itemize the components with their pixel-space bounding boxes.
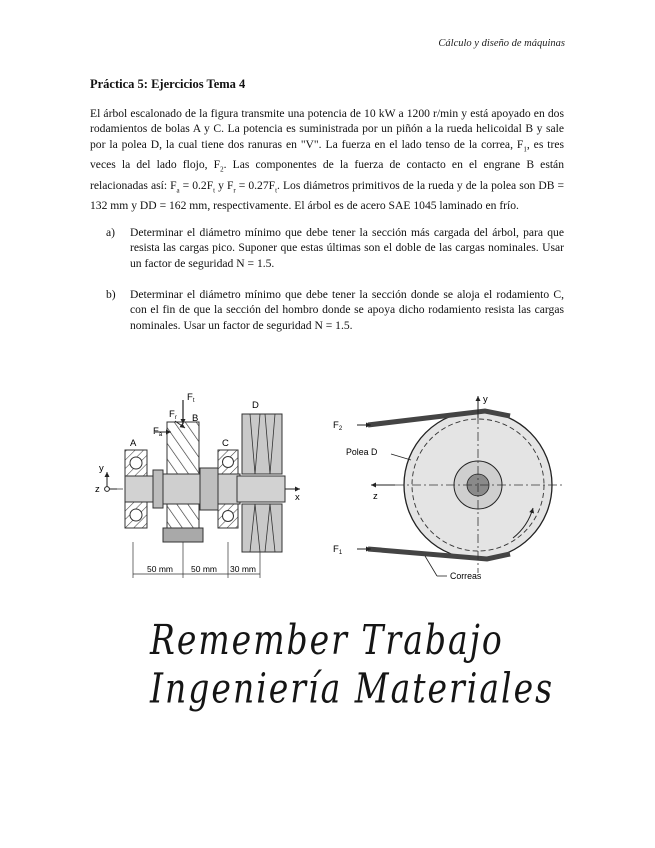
label-b: B xyxy=(192,413,199,424)
belts-label: Correas xyxy=(450,571,482,581)
shaft-figure xyxy=(95,388,565,593)
axis-x-label: x xyxy=(295,492,300,503)
label-c: C xyxy=(222,438,229,449)
axis-z-label: z xyxy=(95,484,100,495)
page-header: Cálculo y diseño de máquinas xyxy=(438,38,565,49)
f2-label: $F_2$ xyxy=(333,420,343,432)
dimension-label: 50 mm xyxy=(191,564,217,574)
question-text: Determinar el diámetro mínimo que debe tener la sección donde se aloja el rodamiento C, con el fin de que la sección del hombro donde se apoya dicho rodamiento resista las cargas nominales. Usar un factor de seguridad N = 1.5. xyxy=(130,288,564,332)
question-text: Determinar el diámetro mínimo que debe tener la sección más cargada del árbol, para que resista las cargas pico. Suponer que estas últimas son el doble de las cargas nominales. Usar un factor de seguridad N = 1.5. xyxy=(130,226,564,270)
question-label: a) xyxy=(106,226,116,239)
question-a xyxy=(106,225,564,271)
problem-statement: El árbol escalonado de la figura transmite una potencia de 10 kW a 1200 r/min y está apoyado en dos rodamientos de bolas A y C. La potencia es suministrada por un piñón a la rueda helicoidal B y sale por la polea D, la cual tiene dos ranuras en "V". La fuerza en el lado tenso de la correa, $F_1$, es tres veces la del lado flojo, $F_2$. Las componentes de la fuerza de contacto en el engrane B están relacionadas así: $F_a = 0.2F_t$ y $F_r = 0.27F_t$. Los diámetros primitivos de la rueda y de la polea son DB = 132 mm y DD = 162 mm, respectivamente. El árbol es de acero SAE 1045 laminado en frío. xyxy=(90,107,565,213)
question-label: b) xyxy=(106,288,116,301)
shaft-assembly-drawing xyxy=(95,392,300,578)
axis-y-label: y xyxy=(483,394,488,405)
pulley-side-view-drawing xyxy=(333,394,565,581)
handwritten-note: Remember Trabajo Ingeniería Materiales xyxy=(150,615,555,713)
label-d: D xyxy=(252,400,259,411)
question-b xyxy=(106,287,564,333)
dimension-label: 50 mm xyxy=(147,564,173,574)
dimension-label: 30 mm xyxy=(230,564,256,574)
axis-y-label: y xyxy=(99,463,104,474)
figure-svg xyxy=(95,388,565,588)
ft-label: $F_t$ xyxy=(187,392,195,404)
pulley-label: Polea D xyxy=(346,447,378,457)
fa-label: $F_a$ xyxy=(153,426,163,438)
page-title: Práctica 5: Ejercicios Tema 4 xyxy=(90,77,246,91)
label-a: A xyxy=(130,438,137,449)
axis-z-label: z xyxy=(373,491,378,502)
fr-label: $F_r$ xyxy=(169,409,177,421)
f1-label: $F_1$ xyxy=(333,544,343,556)
